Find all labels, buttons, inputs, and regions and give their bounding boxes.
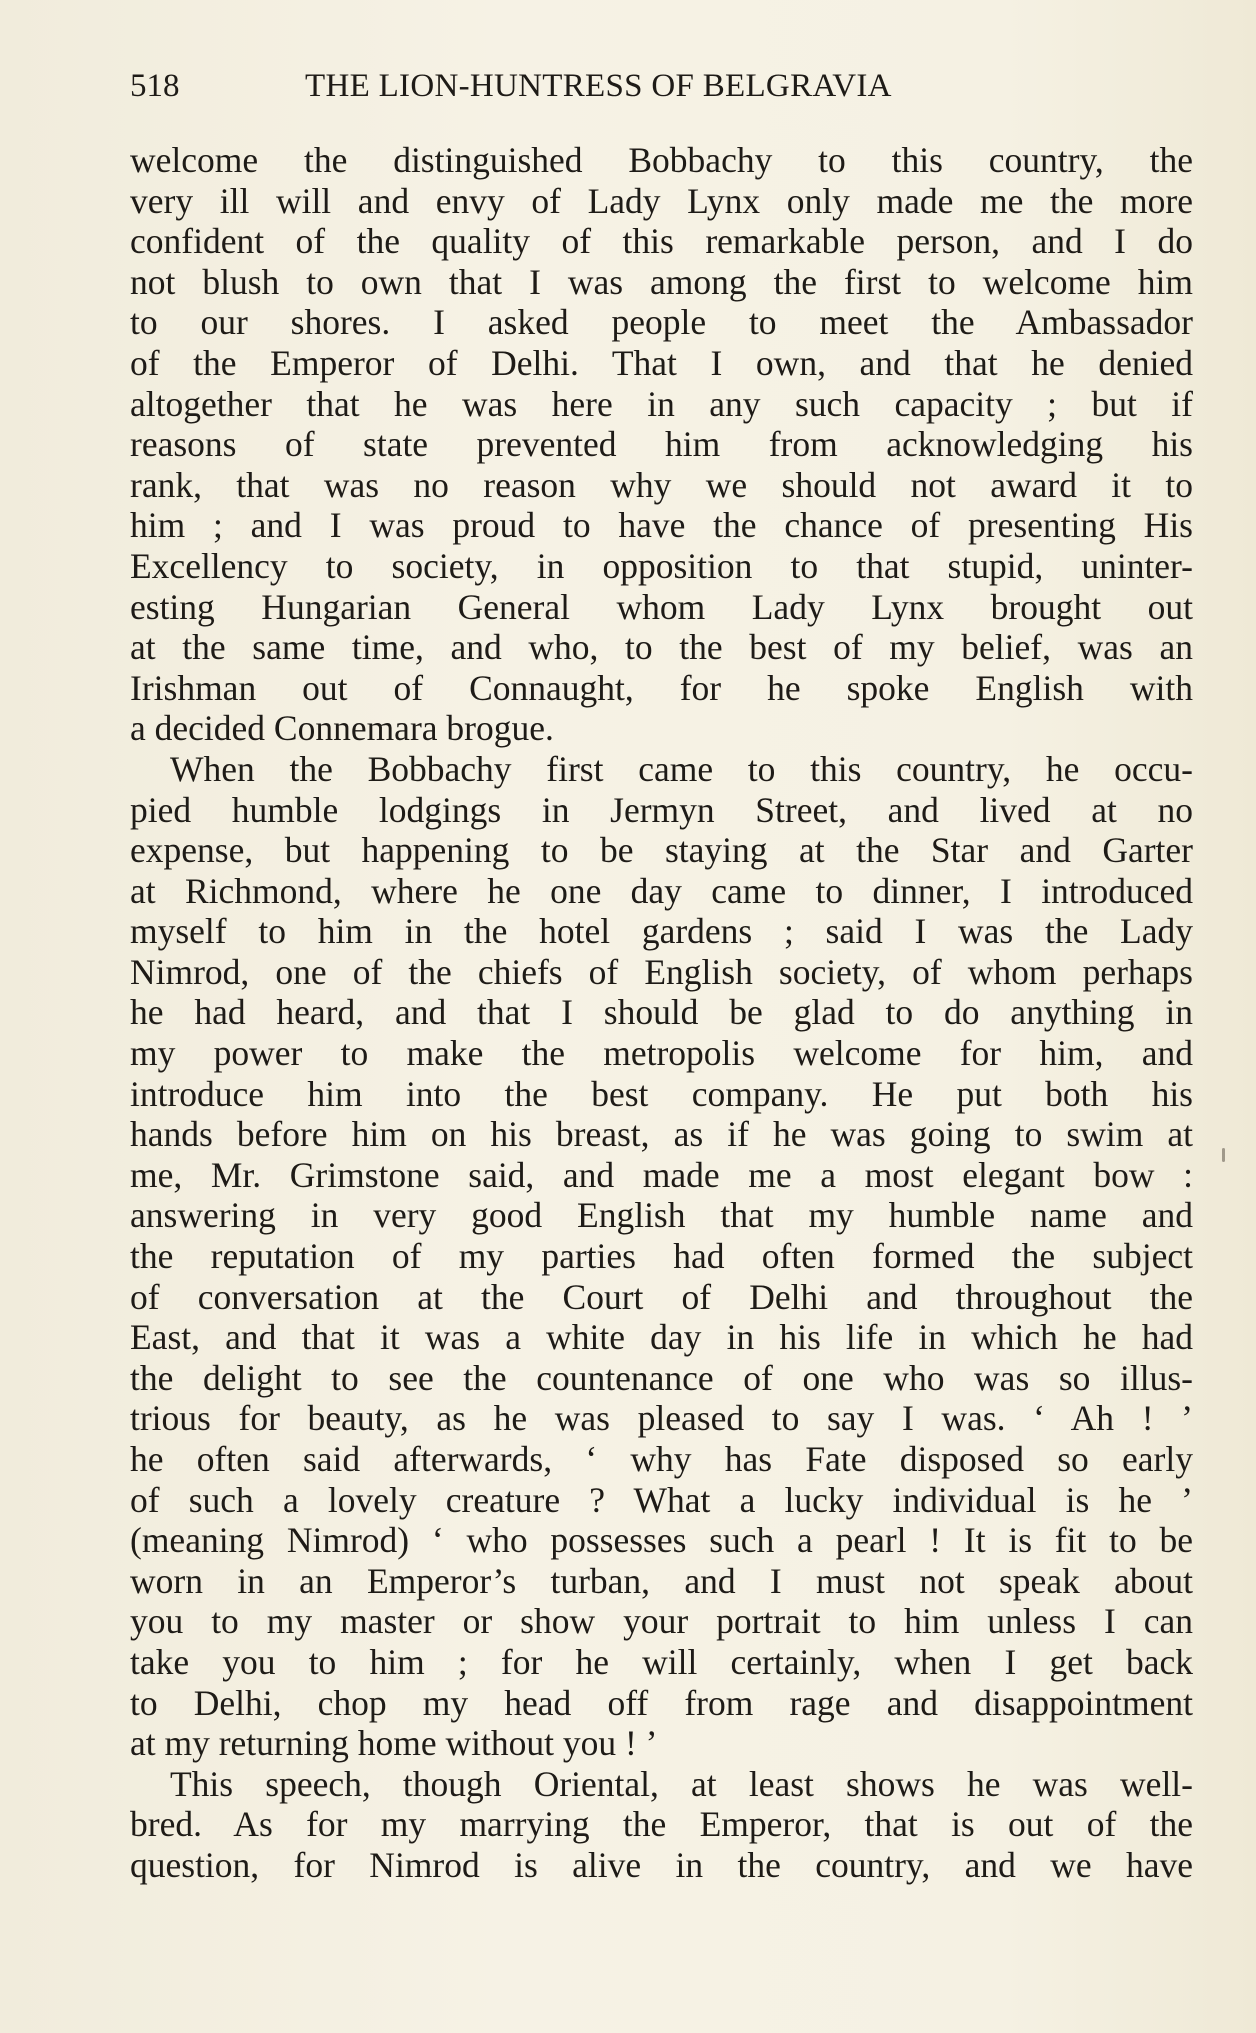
text-line: trious for beauty, as he was pleased to say I was. ‘ Ah ! ’ (130, 1398, 1193, 1439)
text-line: introduce him into the best company. He put both his (130, 1073, 1193, 1114)
text-line: myself to him in the hotel gardens ; said I was the Lady (130, 911, 1193, 952)
text-line: he often said afterwards, ‘ why has Fate disposed so early (130, 1439, 1193, 1479)
text-line: question, for Nimrod is alive in the country, and we have (130, 1844, 1193, 1885)
text-line: at Richmond, where he one day came to dinner, I introduced (130, 870, 1193, 911)
text-line: you to my master or show your portrait to him unless I can (130, 1601, 1193, 1642)
text-line: my power to make the metropolis welcome for him, and (130, 1033, 1193, 1074)
text-line: not blush to own that I was among the first to welcome him (130, 261, 1193, 302)
text-line: take you to him ; for he will certainly, when I get back (130, 1641, 1193, 1682)
text-line: me, Mr. Grimstone said, and made me a most elegant bow : (130, 1154, 1193, 1195)
running-title: THE LION-HUNTRESS OF BELGRAVIA (305, 68, 892, 104)
text-line: to our shores. I asked people to meet the Ambassador (130, 302, 1193, 343)
text-line: Excellency to society, in opposition to that stupid, uninter- (130, 545, 1193, 586)
text-line: at the same time, and who, to the best of my belief, was an (130, 627, 1193, 668)
text-line: at my returning home without you ! ’ (130, 1723, 658, 1764)
running-head (130, 62, 1130, 110)
text-line: hands before him on his breast, as if he was going to swim at (130, 1114, 1193, 1155)
text-line: the delight to see the countenance of one who was so illus- (130, 1357, 1193, 1398)
text-line: When the Bobbachy first came to this country, he occu- (170, 748, 1193, 789)
paper-blemish (1222, 1148, 1225, 1162)
text-line: pied humble lodgings in Jermyn Street, and lived at no (130, 789, 1193, 830)
text-line: altogether that he was here in any such capacity ; but if (130, 383, 1193, 424)
text-line: East, and that it was a white day in his life in which he had (130, 1317, 1193, 1358)
text-line: the reputation of my parties had often formed the subject (130, 1236, 1193, 1277)
text-line: rank, that was no reason why we should not award it to (130, 464, 1193, 505)
page-number: 518 (130, 68, 180, 104)
text-line: he had heard, and that I should be glad to do anything in (130, 992, 1193, 1033)
text-line: esting Hungarian General whom Lady Lynx brought out (130, 586, 1193, 627)
text-line: answering in very good English that my humble name and (130, 1195, 1193, 1236)
text-line: Nimrod, one of the chiefs of English society, of whom perhaps (130, 951, 1193, 992)
text-line: expense, but happening to be staying at the Star and Garter (130, 830, 1193, 871)
text-line: bred. As for my marrying the Emperor, that is out of the (130, 1804, 1193, 1845)
text-line: welcome the distinguished Bobbachy to this country, the (130, 140, 1193, 180)
text-line: of such a lovely creature ? What a lucky individual is he ’ (130, 1479, 1193, 1520)
text-line: confident of the quality of this remarkable person, and I do (130, 221, 1193, 262)
text-line: reasons of state prevented him from acknowledging his (130, 424, 1193, 465)
text-line: of conversation at the Court of Delhi and throughout the (130, 1276, 1193, 1317)
text-line: very ill will and envy of Lady Lynx only made me the more (130, 180, 1193, 221)
text-line: worn in an Emperor’s turban, and I must not speak about (130, 1560, 1193, 1601)
text-line: to Delhi, chop my head off from rage and disappointment (130, 1682, 1193, 1723)
text-line: Irishman out of Connaught, for he spoke English with (130, 667, 1193, 708)
text-line: a decided Connemara brogue. (130, 708, 554, 749)
text-line: him ; and I was proud to have the chance of presenting His (130, 505, 1193, 546)
text-line: of the Emperor of Delhi. That I own, and that he denied (130, 342, 1193, 383)
text-line: This speech, though Oriental, at least shows he was well- (170, 1763, 1193, 1804)
body-text (130, 140, 1193, 1886)
text-line: (meaning Nimrod) ‘ who possesses such a pearl ! It is fit to be (130, 1520, 1193, 1561)
